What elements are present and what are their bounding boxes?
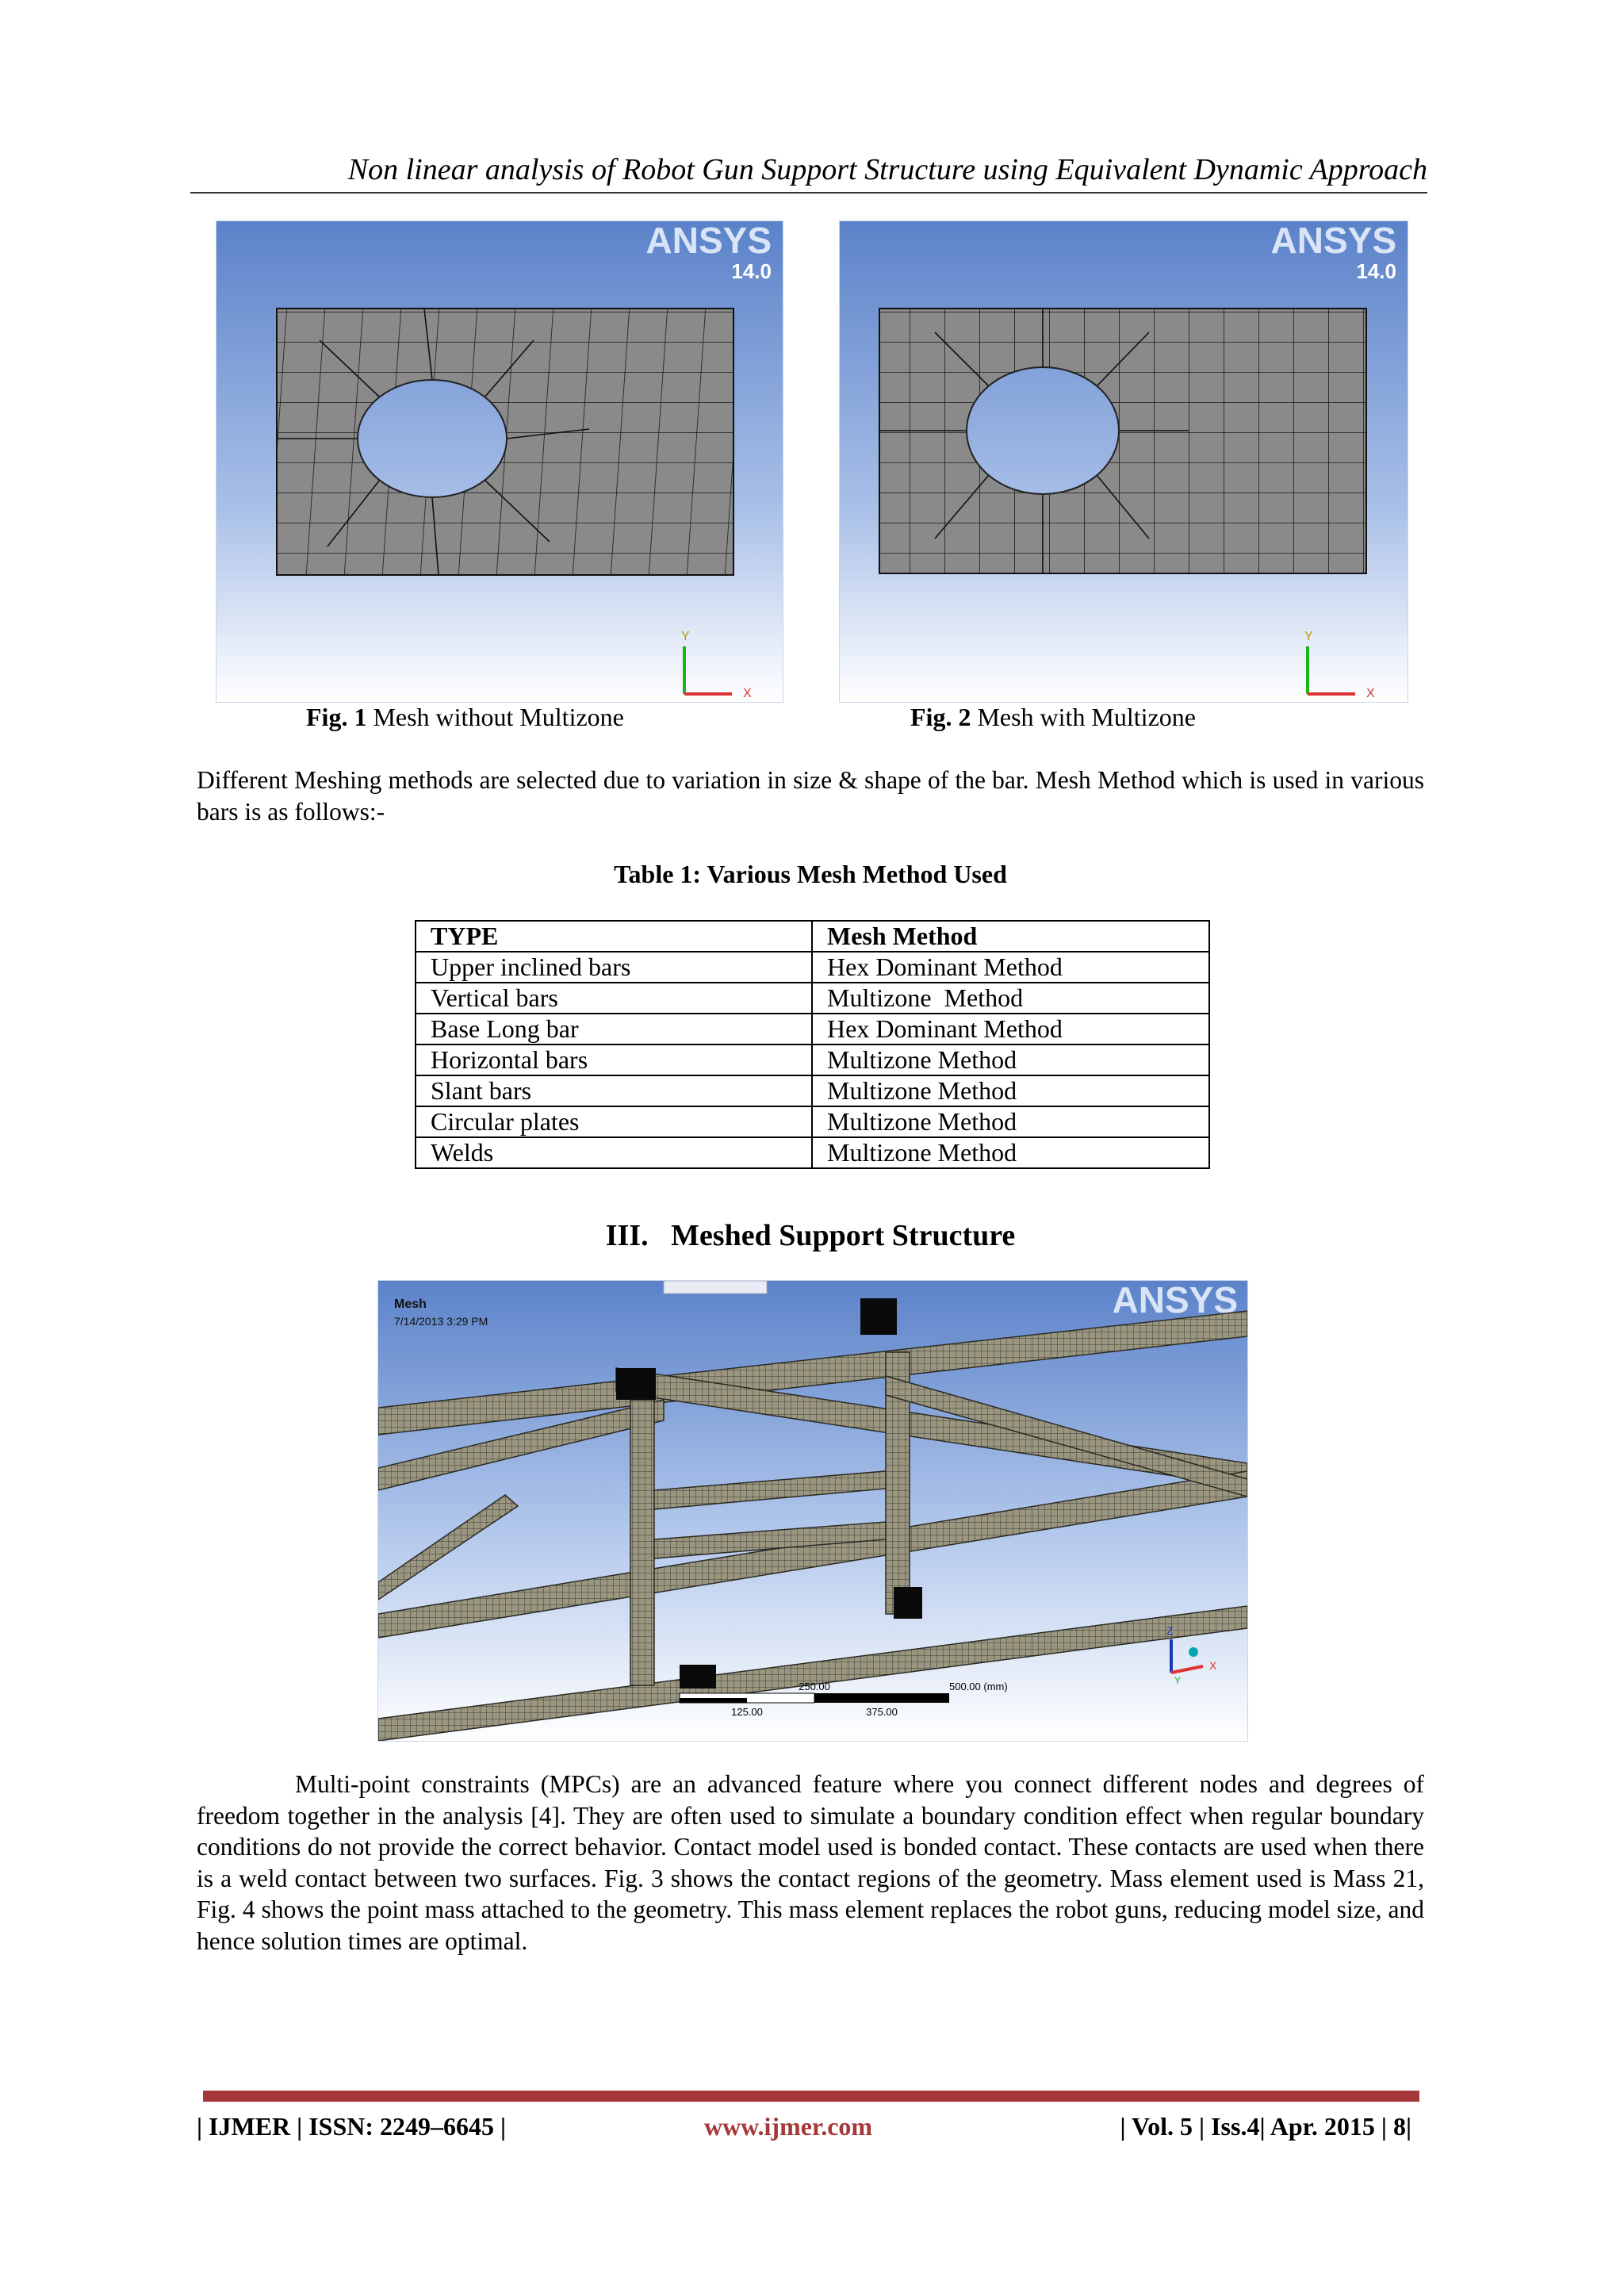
table-header-row: [416, 921, 1209, 952]
svg-text:X: X: [1366, 687, 1375, 700]
table-title: Table 1: Various Mesh Method Used: [614, 860, 1007, 888]
table-row: Circular plates Multizone Method: [416, 1106, 1209, 1137]
svg-text:Y: Y: [1174, 1675, 1182, 1686]
footer-left: | IJMER | ISSN: 2249–6645 |: [197, 2112, 507, 2141]
table-row: Upper inclined bars Hex Dominant Method: [416, 952, 1209, 983]
table-row: Welds Multizone Method: [416, 1137, 1209, 1168]
figure-3-canvas: [378, 1281, 1247, 1741]
svg-text:375.00: 375.00: [866, 1706, 898, 1718]
figure-3-meshed-support-structure: [377, 1280, 1248, 1742]
table-row: Base Long bar Hex Dominant Method: [416, 1014, 1209, 1045]
svg-text:125.00: 125.00: [731, 1706, 763, 1718]
mesh-method-table: [415, 920, 1210, 1169]
header-rule: [190, 192, 1427, 194]
footer-rule: [203, 2091, 1419, 2102]
svg-text:X: X: [1209, 1659, 1217, 1672]
meshed-plate: [879, 309, 1366, 573]
body-paragraph: Multi-point constraints (MPCs) are an advanced feature where you connect different nodes and degrees of freedom together in the analysis [4]. They are often used to simulate a boundary condition effect when regular boundary conditions do not provide the correct behavior. Contact model used is bonded contact. These contacts are used when there is a weld contact between two surfaces. Fig. 3 shows the contact regions of the geometry. Mass element used is Mass 21, Fig. 4 shows the point mass attached to the geometry. This mass element replaces the robot guns, reducing model size, and hence solution times are optimal.: [197, 1770, 1424, 1955]
toolbar-tab: [664, 1281, 767, 1294]
footer-right: | Vol. 5 | Iss.4| Apr. 2015 | 8|: [1120, 2112, 1411, 2141]
table-header-type: TYPE: [416, 921, 812, 952]
mesh-label: Mesh: [394, 1297, 427, 1311]
ansys-logo: ANSYS: [1270, 221, 1396, 261]
meshed-plate: [277, 309, 733, 575]
running-header: Non linear analysis of Robot Gun Support Structure using Equivalent Dynamic Approach: [347, 153, 1427, 186]
mesh-date: 7/14/2013 3:29 PM: [394, 1315, 488, 1328]
svg-text:500.00 (mm): 500.00 (mm): [949, 1681, 1008, 1692]
svg-text:X: X: [743, 687, 752, 700]
table-row: Horizontal bars Multizone Method: [416, 1045, 1209, 1075]
table-row: Slant bars Multizone Method: [416, 1075, 1209, 1106]
svg-text:Y: Y: [1304, 630, 1313, 643]
ansys-logo: ANSYS: [645, 221, 772, 261]
figure-1-mesh-without-multizone: [216, 220, 783, 703]
figure-2-caption: Fig. 2 Mesh with Multizone: [910, 703, 1196, 731]
figure-1-canvas: [216, 221, 783, 702]
ansys-logo: ANSYS: [1112, 1281, 1238, 1320]
figure-1-caption: Fig. 1 Mesh without Multizone: [306, 703, 624, 731]
svg-text:250.00: 250.00: [799, 1681, 830, 1692]
table-header-mesh-method: Mesh Method: [812, 921, 1209, 952]
ansys-version: 14.0: [731, 259, 772, 283]
ansys-version: 14.0: [1356, 259, 1396, 283]
figure-2-mesh-with-multizone: [839, 220, 1408, 703]
intro-paragraph: Different Meshing methods are selected due to variation in size & shape of the bar. Mesh Method which is used in various bars is as follows:-: [197, 766, 1424, 826]
footer-website-link[interactable]: www.ijmer.com: [703, 2112, 873, 2141]
table-row: Vertical bars Multizone Method: [416, 983, 1209, 1014]
svg-text:Z: Z: [1166, 1624, 1174, 1637]
figure-2-canvas: [840, 221, 1408, 702]
svg-text:Y: Y: [681, 630, 690, 643]
section-heading: III. Meshed Support Structure: [605, 1219, 1016, 1252]
